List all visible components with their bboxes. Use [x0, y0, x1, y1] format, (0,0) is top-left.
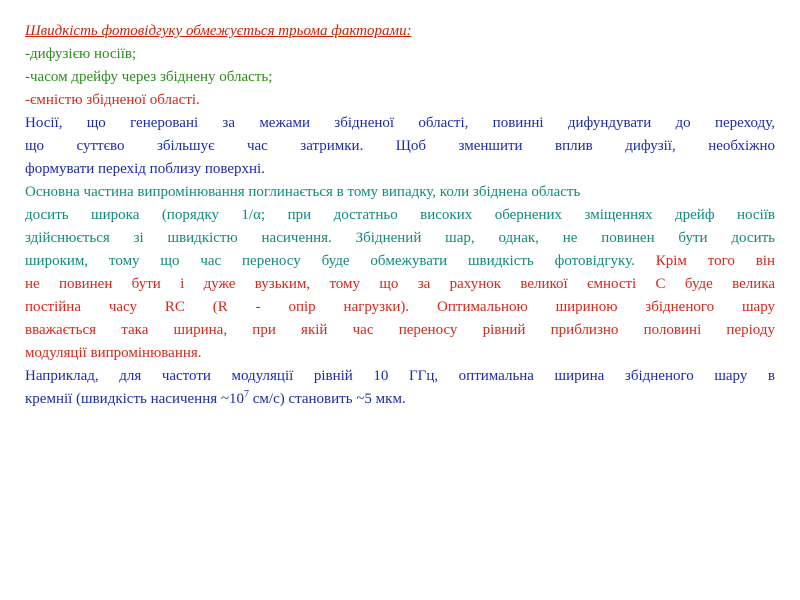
formula-before: кремнії (швидкість насичення ~10 [25, 391, 244, 407]
paragraph-line: не повинен бути і дуже вузьким, тому що за рахунок великої ємності С буде велика [25, 276, 775, 292]
paragraph-diffusion [25, 112, 775, 181]
factor-capacitance: -ємністю збідненої області. [25, 92, 200, 108]
formula-exponent: 7 [244, 389, 249, 400]
paragraph-line: досить широка (порядку 1/α; при достатньо високих обернених зміщеннях дрейф носіїв [25, 207, 775, 223]
paragraph-line: Наприклад, для частоти модуляції рівній 10 ГГц, оптимальна ширина збідненого шару в [25, 368, 775, 384]
formula-after: см/с) становить ~5 мкм. [249, 391, 406, 407]
paragraph-line: що суттєво збільшує час затримки. Щоб зменшити вплив дифузії, необхіжно [25, 138, 775, 154]
paragraph-line: вважається така ширина, при якій час переносу рівний приблизно половині періоду [25, 322, 775, 338]
factor-drift-time: -часом дрейфу через збіднену область; [25, 69, 273, 85]
factor-diffusion: -дифузією носіїв; [25, 46, 137, 62]
paragraph-line: Основна частина випромінювання поглинається в тому випадку, коли збіднена область [25, 184, 581, 200]
mixed-teal-text: широким, тому що час переносу буде обмежувати швидкість фотовідгуку. [25, 253, 635, 269]
paragraph-line-formula [25, 388, 775, 411]
paragraph-line: постійна часу RC (R - опір нагрузки). Оптимальною шириною збідненого шару [25, 299, 775, 315]
paragraph-line-mixed [25, 250, 775, 273]
paragraph-line: модуляції випромінювання. [25, 345, 202, 361]
mixed-red-text: Крім того він [634, 253, 775, 269]
paragraph-line: здійснюється зі швидкістю насичення. Збіднений шар, однак, не повинен бути досить [25, 230, 775, 246]
slide-heading: Швидкість фотовідгуку обмежується трьома факторами: [25, 23, 412, 39]
paragraph-line: Носії, що генеровані за межами збідненої області, повинні дифундувати до переходу, [25, 115, 775, 131]
paragraph-absorption [25, 181, 775, 365]
paragraph-line: формувати перехід поблизу поверхні. [25, 161, 265, 177]
paragraph-example [25, 365, 775, 411]
